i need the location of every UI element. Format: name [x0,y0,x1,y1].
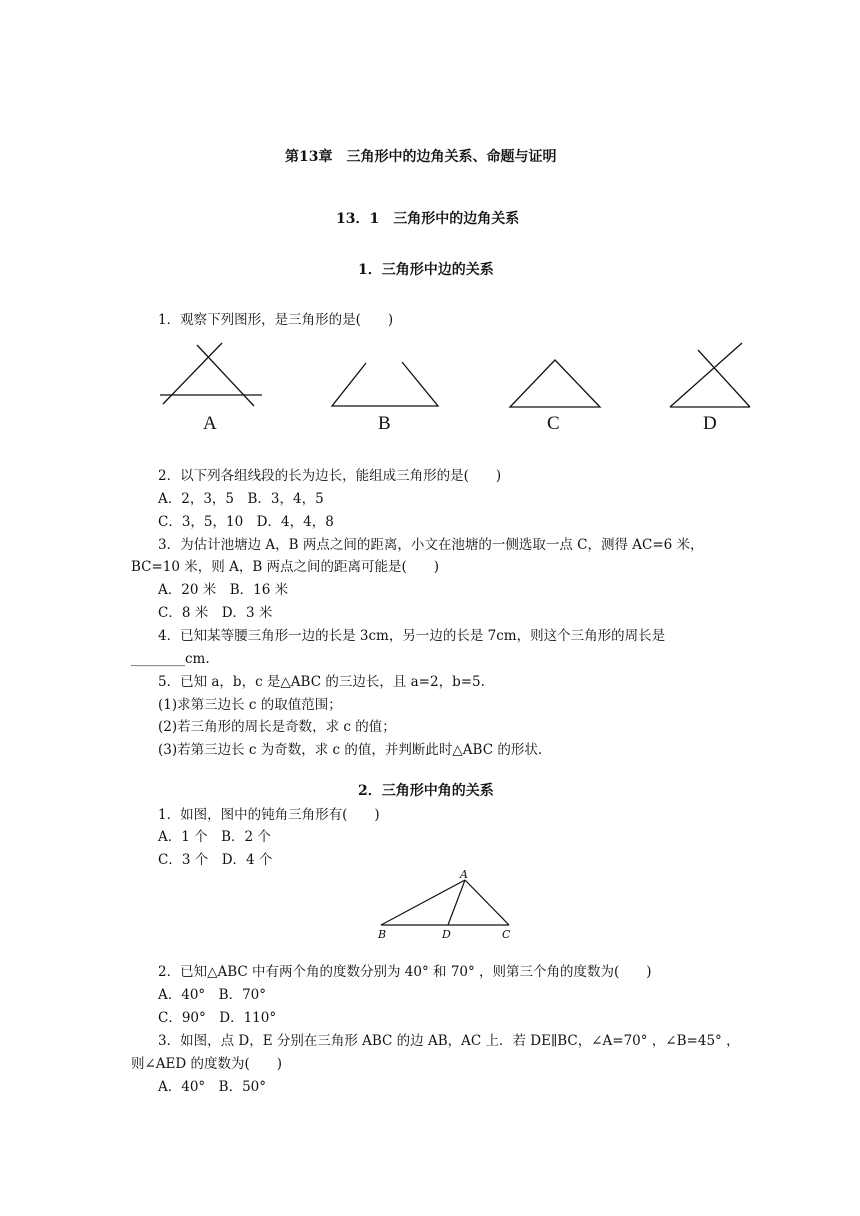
s2-q2-options-cd: C．90° D．110° [158,1010,277,1026]
s1-q3-options-ab: A．20 米 B．16 米 [158,582,289,598]
figure-label-a: A [203,413,217,434]
figure-label-d: D [703,413,717,434]
s1-question-3-line2: BC=10 米，则 A，B 两点之间的距离可能是( ) [131,559,440,575]
chapter-title: 第13章 三角形中的边角关系、命题与证明 [285,149,557,165]
s1-question-4-line1: 4．已知某等腰三角形一边的长是 3cm，另一边的长是 7cm，则这个三角形的周长是 [158,628,666,644]
s2-q2-options-ab: A．40° B．70° [158,987,267,1003]
s1-q2-options-ab: A．2，3，5 B．3，4，5 [158,491,324,507]
subsection-2-title: 2．三角形中角的关系 [358,783,494,799]
s1-question-5-line1: 5．已知 a，b，c 是△ABC 的三边长，且 a=2，b=5. [158,674,485,690]
s2-q3-options-ab: A．40° B．50° [158,1079,267,1095]
s1-q5-part-2: (2)若三角形的周长是奇数，求 c 的值； [158,719,396,735]
s2-question-3-line2: 则∠AED 的度数为( ) [131,1056,283,1072]
s2-question-1: 1．如图，图中的钝角三角形有( ) [158,807,380,823]
figure-point-a: A [460,868,468,881]
figure-point-b: B [378,928,387,941]
s1-q3-options-cd: C．8 米 D．3 米 [158,605,273,621]
s1-question-4-line2: ________cm. [131,651,210,667]
s2-question-3-line1: 3．如图，点 D，E 分别在三角形 ABC 的边 AB，AC 上．若 DE∥BC，∠A=70° ，∠B=45° ， [158,1033,740,1049]
subsection-1-title: 1．三角形中边的关系 [358,262,494,278]
s1-question-1: 1．观察下列图形，是三角形的是( ) [158,312,394,328]
figure-point-c: C [502,928,511,941]
figure-label-c: C [547,413,560,434]
figure-point-d: D [442,928,451,941]
s1-q5-part-3: (3)若第三边长 c 为奇数，求 c 的值，并判断此时△ABC 的形状. [158,742,543,758]
s2-question-2: 2．已知△ABC 中有两个角的度数分别为 40° 和 70° ，则第三个角的度数为( ) [158,964,652,980]
s2-q1-options-cd: C．3 个 D．4 个 [158,852,273,868]
s1-q5-part-1: (1)求第三边长 c 的取值范围； [158,697,342,713]
section-title: 13．1 三角形中的边角关系 [336,211,520,227]
s1-question-3-line1: 3．为估计池塘边 A，B 两点之间的距离，小文在池塘的一侧选取一点 C，测得 AC=6 米， [158,537,704,553]
s1-q2-options-cd: C．3，5，10 D．4，4，8 [158,514,334,530]
s1-question-2: 2．以下列各组线段的长为边长，能组成三角形的是( ) [158,468,502,484]
s2-q1-options-ab: A．1 个 B．2 个 [158,829,271,845]
figure-label-b: B [378,413,391,434]
